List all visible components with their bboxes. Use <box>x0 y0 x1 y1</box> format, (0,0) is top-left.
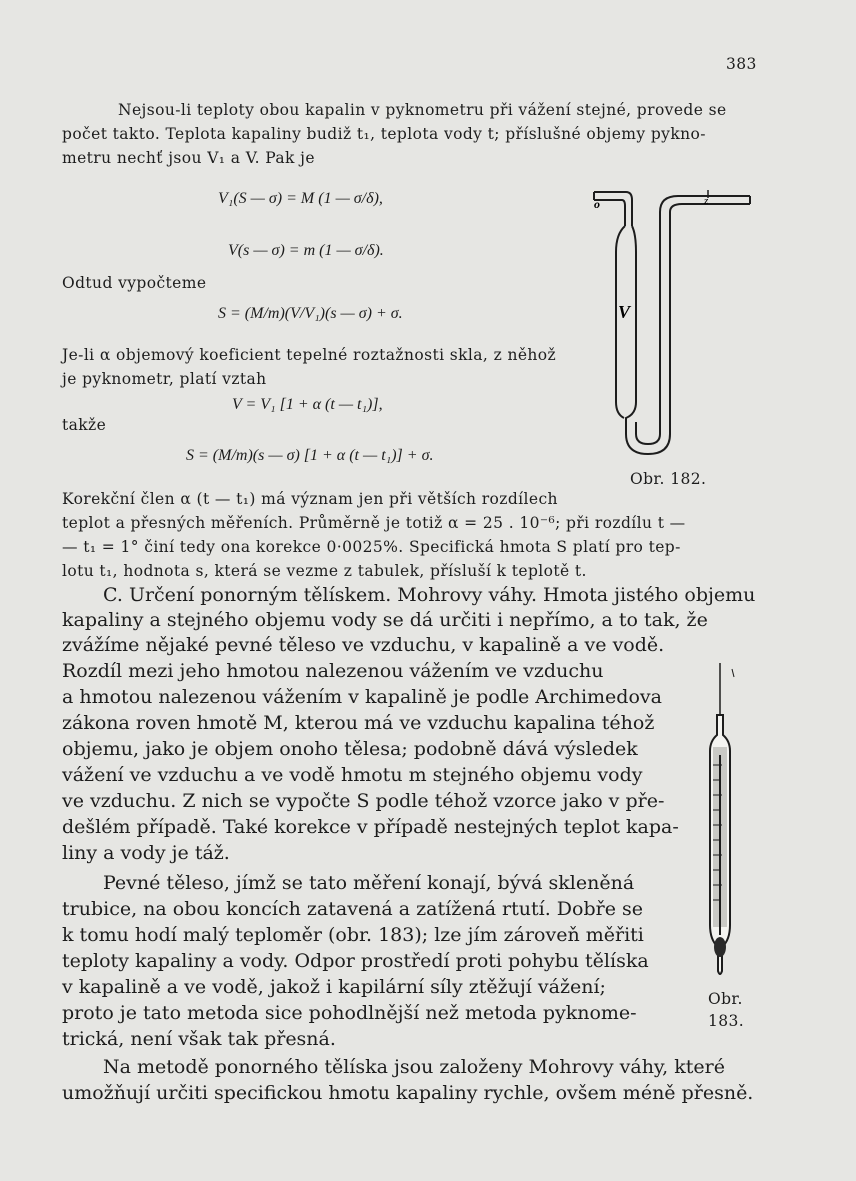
section-c-line-5: a hmotou nalezenou vážením v kapalině je podle Archimedova <box>62 686 662 708</box>
equation-3: S = (M/m)(V/V₁)(s — σ) + σ. <box>218 305 403 322</box>
pycnometer-figure <box>590 182 760 472</box>
korekce-line-3: — t₁ = 1° činí tedy ona korekce 0·0025%. Specifická hmota S platí pro tep- <box>62 538 681 556</box>
equation-5: S = (M/m)(s — σ) [1 + α (t — t₁)] + σ. <box>186 447 434 464</box>
section-c-line-1: C. Určení ponorným tělískem. Mohrovy váhy. Hmota jistého objemu <box>103 584 756 606</box>
fig182-caption: Obr. 182. <box>630 470 707 488</box>
odtud-text: Odtud vypočteme <box>62 274 207 292</box>
page-number: 383 <box>726 55 757 73</box>
fig183-caption-1: Obr. <box>708 990 743 1008</box>
pevne-line-1: Pevné těleso, jímž se tato měření konají, bývá skleněná <box>103 872 635 894</box>
section-c-line-7: objemu, jako je objem onoho tělesa; podobně dává výsledek <box>62 738 638 760</box>
pevne-line-3: k tomu hodí malý teploměr (obr. 183); lze jím zároveň měřiti <box>62 924 644 946</box>
intro-line-3: metru nechť jsou V₁ a V. Pak je <box>62 149 315 167</box>
section-c-line-4: Rozdíl mezi jeho hmotou nalezenou vážením ve vzduchu <box>62 660 604 682</box>
section-c-line-8: vážení ve vzduchu a ve vodě hmotu m stejného objemu vody <box>62 764 643 786</box>
equation-4: V = V₁ [1 + α (t — t₁)], <box>232 396 383 413</box>
fig182-label-z: z <box>704 195 709 207</box>
intro-line-2: počet takto. Teplota kapaliny budiž t₁, teplota vody t; příslušné objemy pykno- <box>62 125 706 143</box>
pevne-line-2: trubice, na obou koncích zatavená a zatížená rtutí. Dobře se <box>62 898 644 920</box>
section-c-line-6: zákona roven hmotě M, kterou má ve vzduchu kapalina téhož <box>62 712 655 734</box>
pevne-line-4: teploty kapaliny a vody. Odpor prostředí proti pohybu tělíska <box>62 950 649 972</box>
equation-2: V(s — σ) = m (1 — σ/δ). <box>228 242 384 259</box>
jeli-line-1: Je-li α objemový koeficient tepelné roztažnosti skla, z něhož <box>62 346 557 364</box>
intro-line-1: Nejsou-li teploty obou kapalin v pyknometru při vážení stejné, provede se <box>118 101 727 119</box>
thermometer-float-figure <box>700 655 760 985</box>
final-line-2: umožňují určiti specifickou hmotu kapaliny rychle, ovšem méně přesně. <box>62 1082 754 1104</box>
korekce-line-4: lotu t₁, hodnota s, která se vezme z tabulek, přísluší k teplotě t. <box>62 562 587 580</box>
section-c-line-10: dešlém případě. Také korekce v případě nestejných teplot kapa- <box>62 816 679 838</box>
pevne-line-6: proto je tato metoda sice pohodlnější než metoda pyknome- <box>62 1002 637 1024</box>
takze-text: takže <box>62 416 107 434</box>
fig183-caption-2: 183. <box>708 1012 745 1030</box>
section-c-line-9: ve vzduchu. Z nich se vypočte S podle téhož vzorce jako v pře- <box>62 790 665 812</box>
final-line-1: Na metodě ponorného tělíska jsou založeny Mohrovy váhy, které <box>103 1056 725 1078</box>
korekce-line-1: Korekční člen α (t — t₁) má význam jen při větších rozdílech <box>62 490 558 508</box>
fig182-label-v: V <box>618 302 631 322</box>
pevne-line-7: trická, není však tak přesná. <box>62 1028 336 1050</box>
section-c-line-3: zvážíme nějaké pevné těleso ve vzduchu, v kapalině a ve vodě. <box>62 634 665 656</box>
jeli-line-2: je pyknometr, platí vztah <box>62 370 267 388</box>
section-c-line-2: kapaliny a stejného objemu vody se dá určiti i nepřímo, a to tak, že <box>62 609 708 631</box>
pevne-line-5: v kapalině a ve vodě, jakož i kapilární síly ztěžují vážení; <box>62 976 606 998</box>
fig182-label-o: o <box>594 197 600 211</box>
equation-1: V₁(S — σ) = M (1 — σ/δ), <box>218 190 383 207</box>
korekce-line-2: teplot a přesných měřeních. Průměrně je totiž α = 25 . 10⁻⁶; při rozdílu t — <box>62 514 686 532</box>
section-c-line-11: liny a vody je táž. <box>62 842 230 864</box>
